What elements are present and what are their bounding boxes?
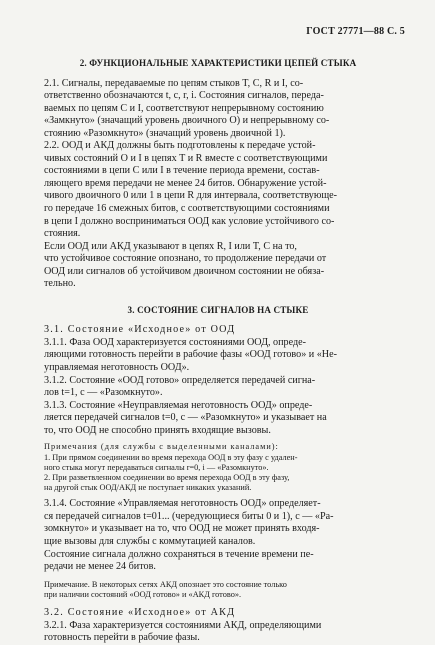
paragraph-3-1-3-line: 3.1.3. Состояние «Неуправляемая неготовность ООД» опреде- [44, 399, 313, 411]
paragraph-3-1-1-line: управляемая неготовность ООД». [44, 362, 190, 374]
note-line: 2. При разветвленном соединении во время перехода ООД в эту фазу, [44, 472, 290, 482]
paragraph-3-1-3-line: ляется передачей сигналов t=0, c — «Разомкнуто» и указывает на [44, 412, 327, 424]
paragraph-2-3-line: что устойчивое состояние опознано, то продолжение передачи от [44, 253, 327, 265]
paragraph-3-2-1-line: готовность перейти в рабочие фазы. [44, 632, 200, 644]
paragraph-2-2-line: состояниями в цепи C или I в течение периода времени, состав- [44, 165, 320, 177]
paragraph-3-1-2 [31, 375, 405, 400]
paragraph-3-1-3 [31, 400, 405, 438]
section-2-title: 2. ФУНКЦИОНАЛЬНЫЕ ХАРАКТЕРИСТИКИ ЦЕПЕЙ СТЫКА [79, 58, 357, 68]
notes-block-1 [31, 442, 405, 493]
paragraph-3-1-2-line: лов t=1, c — «Разомкнуто». [44, 387, 163, 399]
paragraph-2-1 [31, 78, 405, 141]
page-header: ГОСТ 27771—88 С. 5 [306, 26, 405, 37]
paragraph-2-2-line: ляющего время передачи не менее 24 битов. Обнаружение устой- [44, 177, 327, 189]
paragraph-2-2-line: чивых состояний О и I в цепях T и R вместе с соответствующими [44, 152, 328, 164]
note-line: Примечание. В некоторых сетях АКД опознает это состояние только [44, 579, 287, 589]
paragraph-3-1-1-line: 3.1.1. Фаза ООД характеризуется состояниями ООД, опреде- [44, 336, 306, 348]
paragraph-2-2-line: в цепи I должно восприниматься ООД как условие устойчивого со- [44, 215, 335, 227]
paragraph-2-2-line: чивого двоичного 0 или 1 в цепи R для интервала, соответствующе- [44, 190, 338, 202]
paragraph-2-2-line: стояния. [44, 228, 81, 240]
paragraph-2-3-line: Если ООД или АКД указывают в цепях R, I или T, C на то, [44, 240, 297, 252]
note-block-2 [31, 580, 405, 600]
paragraph-3-2-1-line: 3.2.1. Фаза характеризуется состояниями АКД, определяющими [44, 619, 322, 631]
paragraph-3-1-5 [31, 549, 405, 574]
paragraph-2-1-line: ваемых по цепям C и I, соответствуют непрерывному состоянию [44, 102, 324, 114]
note-line: ного стыка могут передаваться сигналы r=0, i — «Разомкнуто». [44, 462, 269, 472]
subheading-3-1: 3.1. Состояние «Исходное» от ООД [44, 324, 236, 336]
paragraph-3-1-1 [31, 337, 405, 375]
note-line: 1. При прямом соединении во время перехода ООД в эту фазу с удален- [44, 452, 298, 462]
paragraph-3-1-5-line: Состояние сигнала должно сохраняться в течение времени пе- [44, 548, 314, 560]
note-line: при наличии состояний «ООД готово» и «АКД готово». [44, 589, 242, 599]
paragraph-2-2-line: 2.2. ООД и АКД должны быть подготовлены к передаче устой- [44, 140, 316, 152]
paragraph-2-2 [31, 140, 405, 240]
paragraph-3-2-1 [31, 620, 405, 645]
section-3-title: 3. СОСТОЯНИЕ СИГНАЛОВ НА СТЫКЕ [127, 304, 309, 315]
paragraph-2-1-line: 2.1. Сигналы, передаваемые по цепям стыков T, C, R и I, со- [44, 77, 304, 89]
subheading-3-2: 3.2. Состояние «Исходное» от АКД [44, 607, 236, 619]
paragraph-3-1-4-line: зомкнуто» и указывает на то, что ООД не может принять входя- [44, 523, 320, 535]
paragraph-3-1-5-line: редачи не менее 24 битов. [44, 561, 156, 573]
notes-title: Примечания (для службы с выделенными каналами): [44, 442, 279, 452]
paragraph-2-2-line: го передаче 16 смежных битов, с соответствующими состояниями [44, 203, 330, 215]
note-line: на другой стык ООД/АКД не поступает никаких указаний. [44, 483, 252, 493]
document-page [31, 26, 405, 645]
paragraph-3-1-2-line: 3.1.2. Состояние «ООД готово» определяется передачей сигна- [44, 374, 316, 386]
paragraph-2-3 [31, 241, 405, 291]
paragraph-3-1-3-line: то, что ООД не способно принять входящие вызовы. [44, 424, 271, 436]
paragraph-3-1-1-line: ляющими готовность перейти в рабочие фазы «ООД готово» и «Не- [44, 349, 337, 361]
paragraph-2-1-line: ответственно обозначаются t, c, r, i. Состояния сигналов, переда- [44, 90, 324, 102]
paragraph-3-1-4 [31, 498, 405, 548]
paragraph-3-1-4-line: щие вызовы для службы с коммутацией каналов. [44, 535, 256, 547]
paragraph-2-1-line: стоянию «Разомкнуто» (значащий уровень двоичной 1). [44, 127, 286, 139]
paragraph-2-3-line: тельно. [44, 278, 76, 290]
paragraph-2-3-line: ООД или сигналов об устойчивом двоичном состоянии не обяза- [44, 265, 325, 277]
paragraph-2-1-line: «Замкнуто» (значащий уровень двоичного О) и непрерывному со- [44, 115, 330, 127]
paragraph-3-1-4-line: ся передачей сигналов t=01... (чередующиеся биты 0 и 1), c — «Ра- [44, 510, 334, 522]
paragraph-3-1-4-line: 3.1.4. Состояние «Управляемая неготовность ООД» определяет- [44, 498, 321, 510]
